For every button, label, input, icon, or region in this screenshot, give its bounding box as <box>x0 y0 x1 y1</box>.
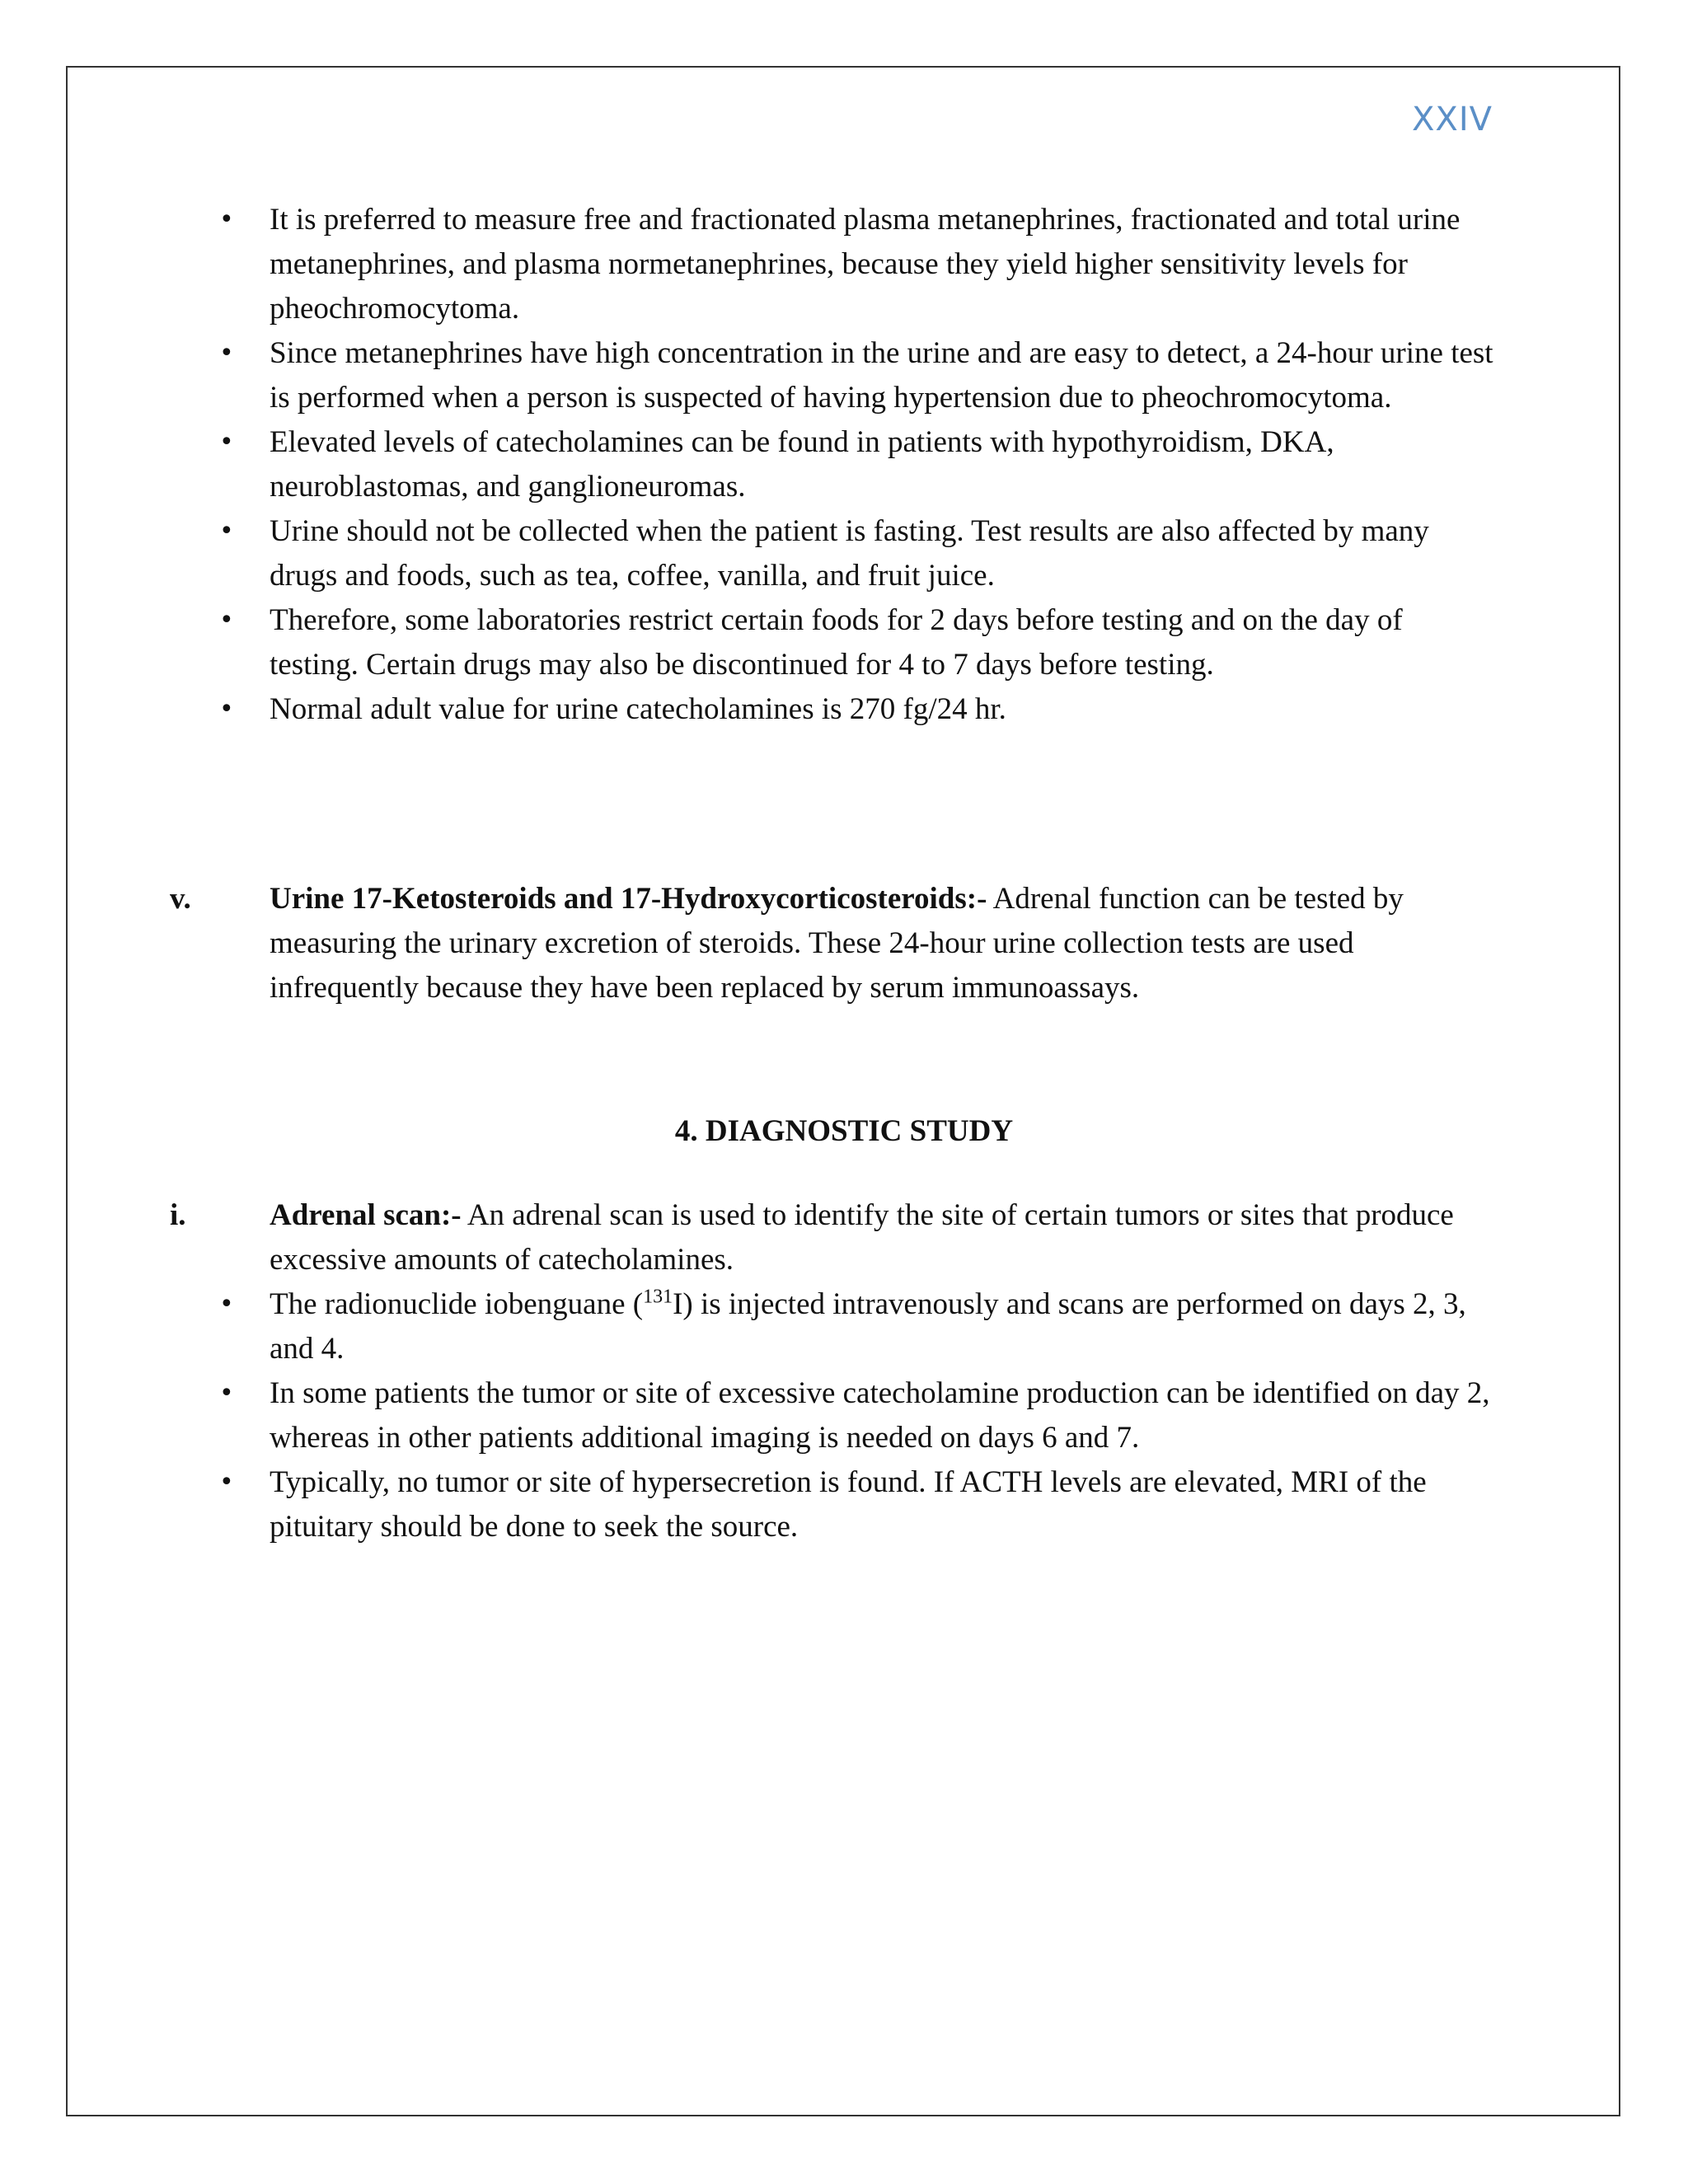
list-item-text: In some patients the tumor or site of excessive catecholamine production can be identified on day 2, whereas in other patients additional imaging is needed on days 6 and 7. <box>270 1376 1490 1455</box>
list-item <box>0 1282 1688 1371</box>
list-item <box>0 198 1688 331</box>
section-adrenal-scan <box>0 1193 1688 1549</box>
list-item-text: Elevated levels of catecholamines can be found in patients with hypothyroidism, DKA, neuroblastomas, and ganglioneuromas. <box>270 425 1334 504</box>
list-item-text: Typically, no tumor or site of hypersecretion is found. If ACTH levels are elevated, MRI of the pituitary should be done to seek the source. <box>270 1465 1427 1544</box>
bullet-icon: • <box>219 1468 234 1497</box>
list-item-text: Urine should not be collected when the patient is fasting. Test results are also affected by many drugs and foods, such as tea, coffee, vanilla, and fruit juice. <box>270 514 1429 593</box>
bullet-icon: • <box>219 428 234 457</box>
bullet-icon: • <box>219 339 234 368</box>
section-paragraph <box>0 877 1688 1010</box>
bullet-icon: • <box>219 517 234 546</box>
list-item <box>0 331 1688 420</box>
list-item-text: The radionuclide iobenguane ( <box>270 1287 644 1321</box>
bullet-icon: • <box>219 205 234 234</box>
list-item-text: Since metanephrines have high concentration in the urine and are easy to detect, a 24-hour urine test is performed when a person is suspected of having hypertension due to pheochromocytoma. <box>270 336 1493 415</box>
section-urine-steroids <box>0 877 1688 1010</box>
list-item-text: It is preferred to measure free and fractionated plasma metanephrines, fractionated and total urine metanephrines, and plasma normetanephrines, because they yield higher sensitivity levels for pheochromocytoma. <box>270 203 1461 326</box>
section-marker: v. <box>170 882 191 916</box>
bullet-icon: • <box>219 606 234 635</box>
section-text: Adrenal function can be tested by measuring the urinary excretion of steroids. These 24-hour urine collection tests are used infrequently because they have been replaced by serum immunoassays. <box>270 882 1404 1005</box>
bullet-icon: • <box>219 1290 234 1319</box>
section-title: Adrenal scan:- <box>270 1198 462 1232</box>
section-paragraph <box>0 1193 1688 1282</box>
bullet-list <box>0 198 1688 732</box>
diagnostic-study-heading: 4. DIAGNOSTIC STUDY <box>674 1114 1014 1148</box>
bullet-icon: • <box>219 695 234 724</box>
list-item-text: Therefore, some laboratories restrict certain foods for 2 days before testing and on the day of testing. Certain drugs may also be discontinued for 4 to 7 days before testing. <box>270 603 1403 682</box>
list-item <box>0 420 1688 509</box>
list-item <box>0 509 1688 598</box>
section-text: An adrenal scan is used to identify the site of certain tumors or sites that produce excessive amounts of catecholamines. <box>270 1198 1454 1277</box>
list-item <box>0 598 1688 687</box>
bullet-list <box>0 1282 1688 1549</box>
page-number: XXIV <box>1412 101 1493 138</box>
list-item <box>0 687 1688 732</box>
section-marker: i. <box>170 1198 186 1232</box>
list-item <box>0 1460 1688 1549</box>
section-title: Urine 17-Ketosteroids and 17-Hydroxycorticosteroids:- <box>270 882 987 916</box>
list-item-text: I) is injected intravenously and scans are performed on days 2, 3, and 4. <box>270 1287 1466 1366</box>
isotope-superscript: 131 <box>643 1286 673 1308</box>
list-item <box>0 1371 1688 1460</box>
list-item-text: Normal adult value for urine catecholamines is 270 fg/24 hr. <box>270 692 1006 726</box>
bullet-icon: • <box>219 1379 234 1408</box>
